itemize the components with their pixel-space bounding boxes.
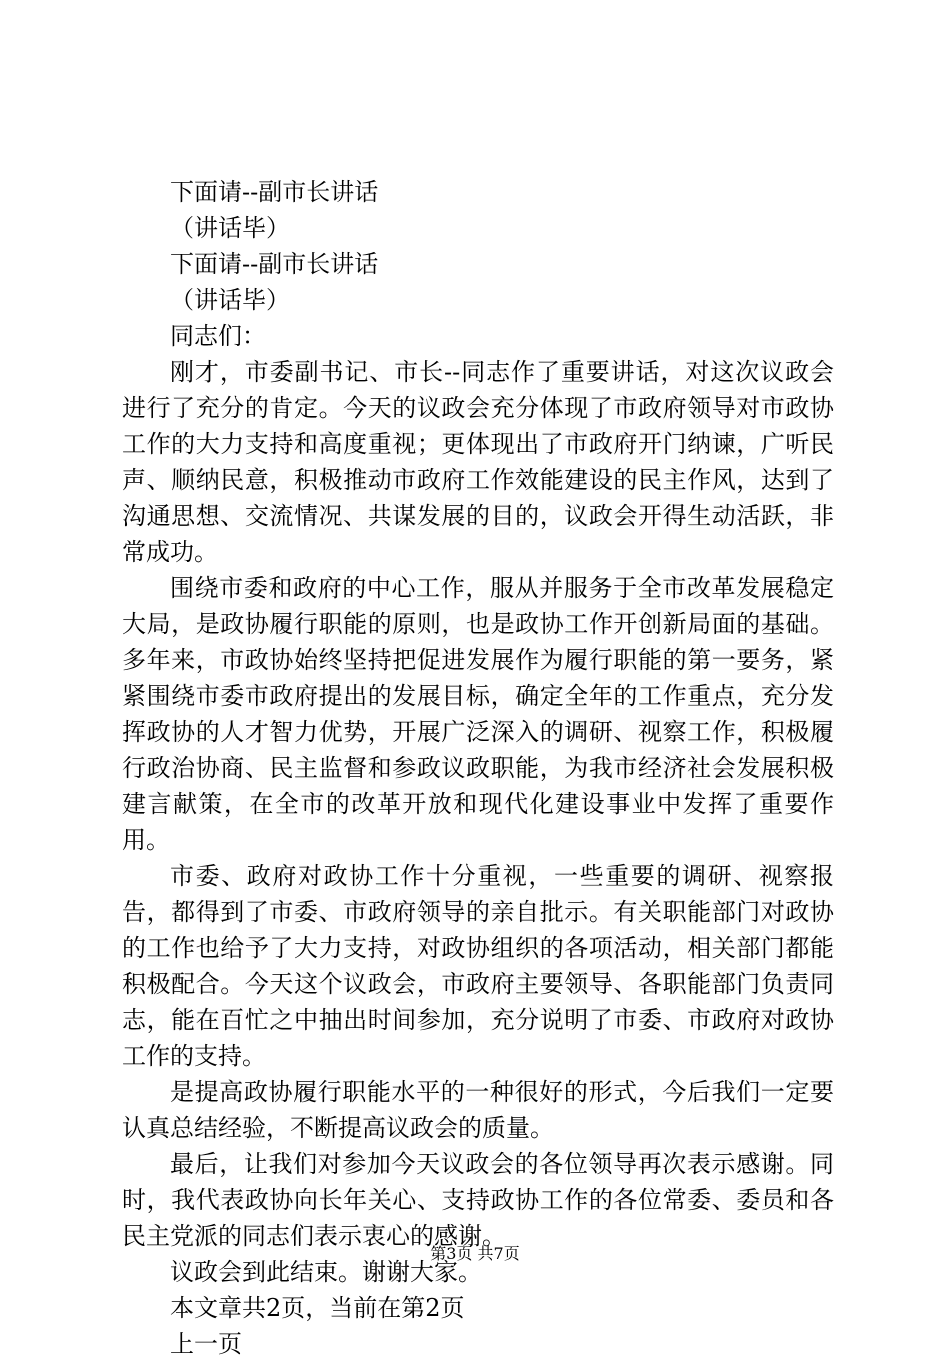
intro-line-2: （讲话毕） xyxy=(170,214,290,242)
intro-line-3: 下面请--副市长讲话 xyxy=(170,250,379,278)
intro-line-1: 下面请--副市长讲话 xyxy=(170,178,379,206)
prev-page-link[interactable]: 上一页 xyxy=(170,1330,242,1358)
document-body xyxy=(122,174,834,1362)
paragraph-2: 围绕市委和政府的中心工作，服从并服务于全市改革发展稳定大局，是政协履行职能的原则，也是政协工作开创新局面的基础。多年来，市政协始终坚持把促进发展作为履行职能的第一要务，紧紧围绕市委市政府提出的发展目标，确定全年的工作重点，充分发挥政协的人才智力优势，开展广泛深入的调研、视察工作，积极履行政治协商、民主监督和参政议政职能，为我市经济社会发展积极建言献策，在全市的改革开放和现代化建设事业中发挥了重要作用。 xyxy=(122,574,834,854)
intro-line-4: （讲话毕） xyxy=(170,286,290,314)
page-footer: 第3页 共7页 xyxy=(430,1244,520,1263)
paragraph-4: 是提高政协履行职能水平的一种很好的形式，今后我们一定要认真总结经验，不断提高议政会的质量。 xyxy=(122,1078,834,1142)
paragraph-3: 市委、政府对政协工作十分重视，一些重要的调研、视察报告，都得到了市委、市政府领导的亲自批示。有关职能部门对政协的工作也给予了大力支持，对政协组织的各项活动，相关部门都能积极配合。今天这个议政会，市政府主要领导、各职能部门负责同志，能在百忙之中抽出时间参加，充分说明了市委、市政府对政协工作的支持。 xyxy=(122,862,834,1070)
paragraph-1: 刚才，市委副书记、市长--同志作了重要讲话，对这次议政会进行了充分的肯定。今天的议政会充分体现了市政府领导对市政协工作的大力支持和高度重视；更体现出了市政府开门纳谏，广听民声、顺纳民意，积极推动市政府工作效能建设的民主作风，达到了沟通思想、交流情况、共谋发展的目的，议政会开得生动活跃，非常成功。 xyxy=(122,358,834,566)
salutation: 同志们： xyxy=(170,322,266,350)
closing-line: 议政会到此结束。谢谢大家。 xyxy=(170,1258,482,1286)
paragraph-5: 最后，让我们对参加今天议政会的各位领导再次表示感谢。同时，我代表政协向长年关心、支持政协工作的各位常委、委员和各民主党派的同志们表示衷心的感谢。 xyxy=(122,1150,834,1250)
article-page-info: 本文章共2页，当前在第2页 xyxy=(170,1294,465,1322)
